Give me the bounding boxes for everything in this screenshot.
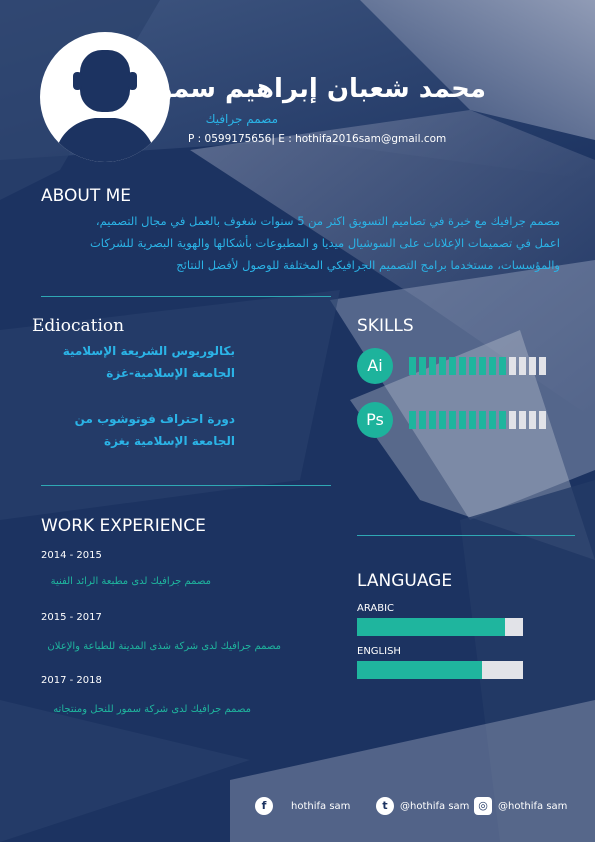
social-label: hothifa sam (291, 800, 351, 812)
skill-segment (409, 411, 416, 429)
skill-segment (529, 411, 536, 429)
skills-heading: SKILLS (357, 316, 414, 336)
skill-segment (509, 411, 516, 429)
education-course: دورة احتراف فوتوشوب من (74, 412, 235, 426)
social-label: @hothifa sam (498, 800, 568, 812)
education-institution: الجامعة الإسلامية بغزة (103, 434, 235, 448)
social-instagram[interactable] (474, 797, 567, 815)
education-degree: بكالوريوس الشريعة الإسلامية (62, 344, 235, 358)
work-years: 2014 - 2015 (41, 550, 102, 561)
work-years: 2015 - 2017 (41, 612, 102, 623)
work-years: 2017 - 2018 (41, 675, 102, 686)
skill-segment (439, 357, 446, 375)
skill-segment (499, 411, 506, 429)
work-description: مصمم جرافيك لدى شركة شذى المدينة للطباعة والإعلان (47, 641, 281, 652)
skill-segment (449, 411, 456, 429)
about-line: اعمل في تصميمات الإعلانات على السوشيال ميديا و المطبوعات بأشكالها والهوية البصرية للشركات (89, 236, 560, 250)
divider (41, 485, 331, 486)
skill-segment (429, 411, 436, 429)
about-line: مصمم جرافيك مع خبرة في تصاميم التسويق اكثر من 5 سنوات شغوف بالعمل في مجال التصميم، (95, 214, 560, 228)
social-label: @hothifa sam (400, 800, 470, 812)
skill-segment (499, 357, 506, 375)
social-facebook[interactable] (255, 797, 350, 815)
skill-segment (429, 357, 436, 375)
skill-segment (509, 357, 516, 375)
about-text (38, 210, 560, 276)
skill-segment (529, 357, 536, 375)
skill-segment (519, 411, 526, 429)
work-description: مصمم جرافيك لدى شركة سمور للنحل ومنتجاته (53, 704, 251, 715)
illustrator-icon: Ai (357, 348, 393, 384)
skill-segment (489, 411, 496, 429)
skill-segment (489, 357, 496, 375)
skill-segment (419, 411, 426, 429)
language-bar-fill (357, 661, 482, 679)
skill-segment (469, 411, 476, 429)
skill-segment (459, 411, 466, 429)
contact-info: P : 0599175656| E : hothifa2016sam@gmail.com (188, 133, 447, 145)
language-bar-fill (357, 618, 505, 636)
language-label: ENGLISH (357, 646, 401, 657)
skill-segment (409, 357, 416, 375)
facebook-icon: f (255, 797, 273, 815)
photoshop-icon: Ps (357, 402, 393, 438)
divider (41, 296, 331, 297)
skill-segment (419, 357, 426, 375)
skill-segment (459, 357, 466, 375)
skill-segment (539, 411, 546, 429)
language-heading: LANGUAGE (357, 571, 453, 591)
social-twitter[interactable] (376, 797, 469, 815)
work-description: مصمم جرافيك لدى مطبعة الرائد الفنية (50, 576, 211, 587)
about-line: والمؤسسات، مستخدما برامج التصميم الجرافيكي المختلفة للوصول لأفضل النتائج (176, 258, 560, 272)
work-heading: WORK EXPERIENCE (41, 516, 206, 536)
skill-segment (539, 357, 546, 375)
skill-segment (479, 411, 486, 429)
person-name: محمد شعبان إبراهيم سمور (141, 74, 486, 104)
skill-segment (449, 357, 456, 375)
job-title: مصمم جرافيك (205, 112, 278, 126)
skill-segment (519, 357, 526, 375)
skill-bar-ai (409, 357, 546, 375)
instagram-icon: ◎ (474, 797, 492, 815)
education-heading: Ediocation (32, 316, 125, 336)
divider (357, 535, 575, 536)
language-label: ARABIC (357, 603, 395, 614)
skill-segment (479, 357, 486, 375)
about-heading: ABOUT ME (41, 186, 132, 206)
twitter-icon: t (376, 797, 394, 815)
skill-segment (439, 411, 446, 429)
language-bar-english (357, 661, 523, 679)
skill-bar-ps (409, 411, 546, 429)
language-bar-arabic (357, 618, 523, 636)
skill-segment (469, 357, 476, 375)
education-institution: الجامعة الإسلامية-غزة (106, 366, 235, 380)
